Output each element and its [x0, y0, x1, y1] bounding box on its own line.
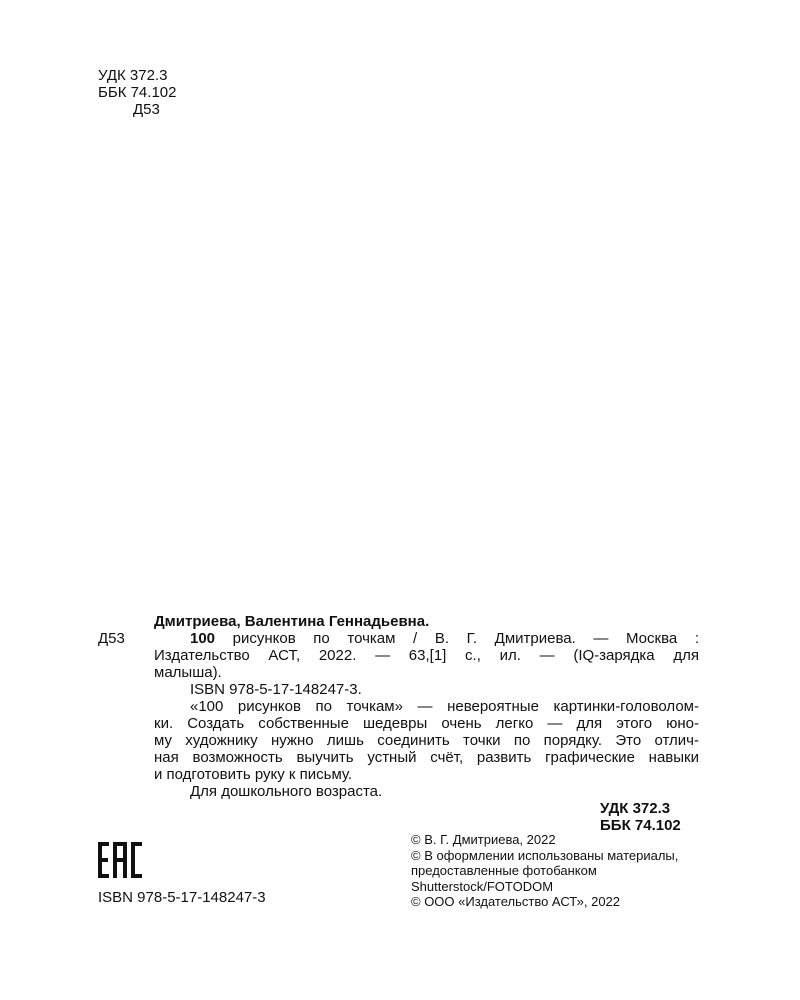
annotation-line: «100 рисунков по точкам» — невероятные картинки-головолом-: [190, 698, 699, 715]
copyright-line: предоставленные фотобанком: [411, 863, 597, 878]
annotation-line: ки. Создать собственные шедевры очень легко — для этого юно-: [154, 715, 699, 732]
bottom-classification-codes: [600, 800, 681, 834]
annotation: [154, 698, 699, 783]
annotation-line: и подготовить руку к письму.: [154, 766, 353, 783]
record-line-2: Издательство АСТ, 2022. — 63,[1] с., ил. — (IQ-зарядка для: [154, 647, 699, 664]
record-isbn: ISBN 978-5-17-148247-3.: [190, 681, 362, 698]
author-code: Д53: [133, 101, 160, 118]
title-rest: рисунков по точкам / В. Г. Дмитриева. — Москва :: [215, 630, 699, 647]
bottom-bbk-code: ББК 74.102: [600, 817, 681, 834]
author-heading: Дмитриева, Валентина Геннадьевна.: [154, 613, 430, 630]
annotation-line: ная возможность выучить устный счёт, развить графические навыки: [154, 749, 699, 766]
eac-mark-icon: [98, 842, 142, 878]
copyright-line: © В оформлении использованы материалы,: [411, 847, 679, 863]
record-author-code: Д53: [98, 630, 125, 647]
copyright-line: Shutterstock/FOTODOM: [411, 878, 554, 894]
bottom-udk-code: УДК 372.3: [600, 800, 671, 817]
copyright-block: [411, 832, 711, 910]
record-title-line: [154, 630, 699, 647]
bottom-isbn: ISBN 978-5-17-148247-3: [98, 889, 266, 906]
annotation-line: му художнику нужно лишь соединить точки по порядку. Это отлич-: [154, 732, 699, 749]
record-line-3: малыша).: [154, 664, 222, 681]
top-classification-codes: [98, 67, 176, 118]
age-note: Для дошкольного возраста.: [190, 783, 383, 800]
title-number: 100: [190, 630, 216, 647]
bbk-code: ББК 74.102: [98, 84, 177, 101]
copyright-line: © В. Г. Дмитриева, 2022: [411, 832, 556, 847]
copyright-line: © ООО «Издательство АСТ», 2022: [411, 894, 621, 909]
udk-code: УДК 372.3: [98, 67, 168, 84]
